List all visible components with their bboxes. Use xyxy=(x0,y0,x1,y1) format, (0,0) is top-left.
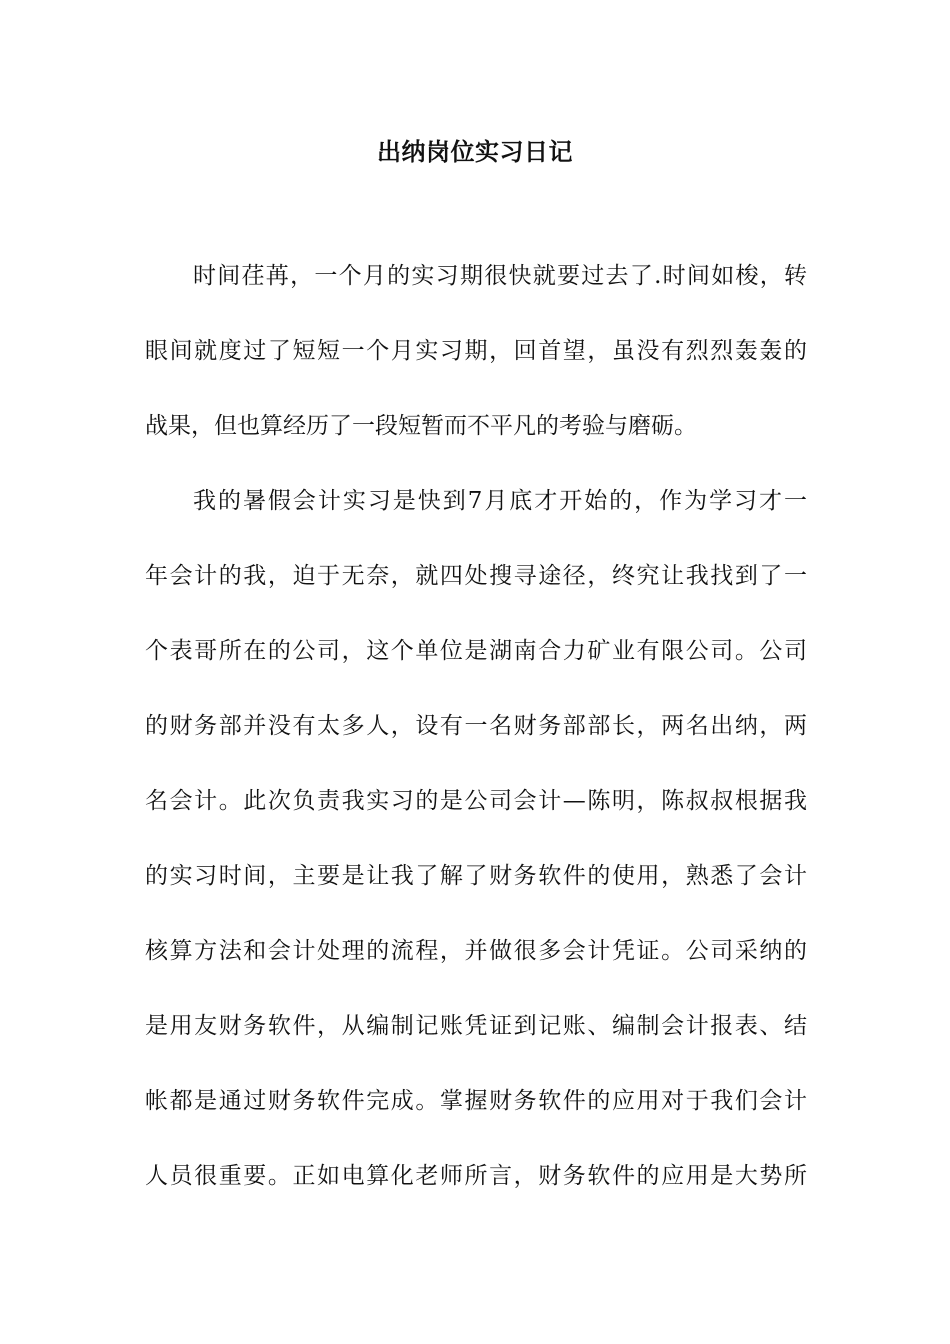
paragraph-2-line-8: 是用友财务软件，从编制记账凭证到记账、编制会计报表、结 xyxy=(145,1013,807,1039)
paragraph-2-line-7: 核算方法和会计处理的流程，并做很多会计凭证。公司采纳的 xyxy=(145,938,807,964)
paragraph-2-line-1: 我的暑假会计实习是快到7月底才开始的，作为学习才一 xyxy=(193,488,807,514)
paragraph-2-line-9: 帐都是通过财务软件完成。掌握财务软件的应用对于我们会计 xyxy=(145,1088,807,1114)
paragraph-2-line-4: 的财务部并没有太多人，设有一名财务部部长，两名出纳，两 xyxy=(145,713,807,739)
paragraph-2-line-3: 个表哥所在的公司，这个单位是湖南合力矿业有限公司。公司 xyxy=(145,638,807,664)
paragraph-1-line-3: 战果，但也算经历了一段短暂而不平凡的考验与磨砺。 xyxy=(145,413,697,439)
paragraph-2-line-10: 人员很重要。正如电算化老师所言，财务软件的应用是大势所 xyxy=(145,1163,807,1189)
paragraph-2-line-5: 名会计。此次负责我实习的是公司会计—陈明，陈叔叔根据我 xyxy=(145,788,807,814)
paragraph-1-line-2: 眼间就度过了短短一个月实习期，回首望，虽没有烈烈轰轰的 xyxy=(145,338,807,364)
paragraph-2-line-2: 年会计的我，迫于无奈，就四处搜寻途径，终究让我找到了一 xyxy=(145,563,807,589)
paragraph-1-line-1: 时间荏苒，一个月的实习期很快就要过去了.时间如梭，转 xyxy=(193,263,807,289)
paragraph-2-line-6: 的实习时间，主要是让我了解了财务软件的使用，熟悉了会计 xyxy=(145,863,807,889)
document-title: 出纳岗位实习日记 xyxy=(377,137,573,166)
